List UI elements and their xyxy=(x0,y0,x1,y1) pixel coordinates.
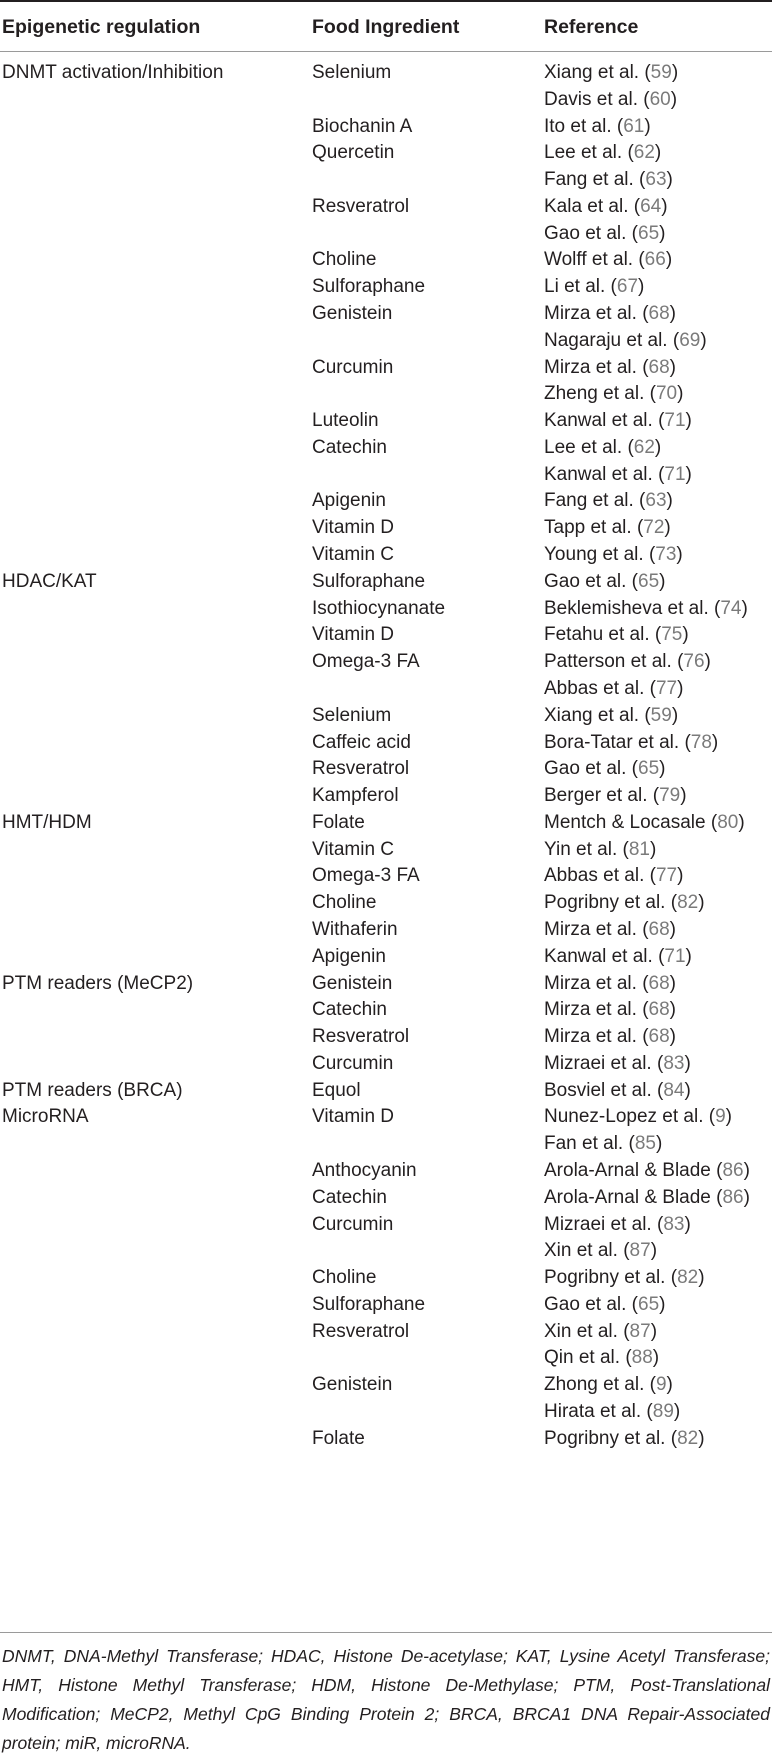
reference-author: Xiang et al. ( xyxy=(544,704,651,726)
table-cell-ingredient: Catechin xyxy=(312,436,387,458)
reference-author: Gao et al. ( xyxy=(544,222,638,244)
table-cell-reference xyxy=(544,781,687,811)
table-cell-reference xyxy=(544,58,678,88)
reference-author: Pogribny et al. ( xyxy=(544,892,678,914)
header-rule xyxy=(0,51,772,52)
reference-author: Mirza et al. ( xyxy=(544,918,649,940)
reference-close-paren: ) xyxy=(725,1106,732,1128)
table-cell-ingredient: Resveratrol xyxy=(312,195,410,217)
reference-author: Gao et al. ( xyxy=(544,1293,638,1315)
reference-author: Nunez-Lopez et al. ( xyxy=(544,1106,716,1128)
table-cell-ingredient: Omega-3 FA xyxy=(312,651,420,673)
reference-author: Xiang et al. ( xyxy=(544,62,651,83)
reference-number: 87 xyxy=(629,1240,651,1262)
reference-number: 73 xyxy=(655,544,677,566)
table-cell-reference xyxy=(544,1183,750,1213)
reference-author: Bosviel et al. ( xyxy=(544,1079,664,1101)
reference-number: 89 xyxy=(652,1401,674,1422)
table-cell-category: HDAC/KAT xyxy=(2,570,97,592)
table-cell-ingredient: Apigenin xyxy=(312,945,386,967)
reference-author: Kanwal et al. ( xyxy=(544,463,665,485)
table-cell-category: PTM readers (BRCA) xyxy=(2,1079,183,1101)
table-cell-ingredient: Vitamin D xyxy=(312,517,395,539)
table-cell-ingredient: Catechin xyxy=(312,999,387,1021)
table-cell-reference xyxy=(544,326,707,356)
table-cell-ingredient: Omega-3 FA xyxy=(312,865,420,887)
table-cell-reference xyxy=(544,1263,705,1293)
reference-author: Pogribny et al. ( xyxy=(544,1427,678,1449)
reference-close-paren: ) xyxy=(655,1133,663,1155)
table-cell-category: PTM readers (MeCP2) xyxy=(2,972,194,994)
table-cell-ingredient: Resveratrol xyxy=(312,758,410,780)
table-cell-reference xyxy=(544,1290,665,1320)
reference-close-paren: ) xyxy=(669,356,676,378)
reference-number: 88 xyxy=(631,1347,653,1369)
table-cell-reference xyxy=(544,85,677,115)
reference-number: 87 xyxy=(629,1320,651,1342)
table-cell-reference xyxy=(544,513,671,543)
reference-number: 69 xyxy=(679,329,701,351)
reference-close-paren: ) xyxy=(650,1320,658,1342)
table-cell-reference xyxy=(544,219,665,249)
reference-author: Mirza et al. ( xyxy=(544,999,649,1021)
table-cell-reference xyxy=(544,486,673,516)
table-cell-ingredient: Choline xyxy=(312,1267,377,1289)
reference-author: Kanwal et al. ( xyxy=(544,410,665,432)
reference-close-paren: ) xyxy=(654,436,662,458)
table-cell-reference xyxy=(544,1210,691,1240)
reference-number: 71 xyxy=(664,945,686,967)
table-cell-ingredient: Isothiocynanate xyxy=(312,597,446,619)
reference-close-paren: ) xyxy=(650,1240,658,1262)
table-footnote: DNMT, DNA-Methyl Transferase; HDAC, Histone De-acetylase; KAT, Lysine Acetyl Transferase; HMT, Histone Methyl Transferase; HDM, Histone De-Methylase; PTM, Post-Translational Modification; MeCP2, Methyl CpG Binding Protein 2; BRCA, BRCA1 DNA Repair-Associated protein; miR, microRNA. xyxy=(2,1646,770,1753)
reference-close-paren: ) xyxy=(685,945,692,967)
reference-close-paren: ) xyxy=(661,195,668,217)
reference-close-paren: ) xyxy=(743,1159,750,1181)
reference-author: Fetahu et al. ( xyxy=(544,624,662,646)
reference-number: 64 xyxy=(640,195,662,217)
reference-author: Zheng et al. ( xyxy=(544,383,656,405)
reference-close-paren: ) xyxy=(680,785,687,807)
reference-number: 67 xyxy=(616,276,639,298)
reference-close-paren: ) xyxy=(743,1186,750,1208)
reference-number: 81 xyxy=(628,838,650,860)
reference-number: 68 xyxy=(648,918,670,940)
reference-author: Hirata et al. ( xyxy=(544,1401,653,1422)
table-cell-reference xyxy=(544,861,683,891)
table-cell-reference xyxy=(544,808,745,838)
reference-author: Kala et al. ( xyxy=(544,195,641,217)
reference-author: Pogribny et al. ( xyxy=(544,1267,678,1289)
table-cell-reference xyxy=(544,995,676,1025)
table-cell-reference xyxy=(544,915,676,945)
reference-author: Fang et al. ( xyxy=(544,169,646,191)
reference-number: 65 xyxy=(638,570,660,592)
table-cell-reference xyxy=(544,245,672,275)
reference-author: Fang et al. ( xyxy=(544,490,646,512)
reference-author: Lee et al. ( xyxy=(544,142,634,164)
reference-number: 71 xyxy=(664,463,686,485)
table-cell-ingredient: Genistein xyxy=(312,972,393,994)
table-cell-reference xyxy=(544,1102,732,1132)
reference-number: 76 xyxy=(683,651,705,673)
reference-number: 61 xyxy=(623,115,645,137)
table-cell-reference xyxy=(544,1076,691,1106)
table-cell-reference xyxy=(544,1022,676,1052)
table-cell-ingredient: Anthocyanin xyxy=(312,1159,417,1181)
reference-number: 65 xyxy=(638,758,660,780)
table-cell-ingredient: Apigenin xyxy=(312,490,386,512)
reference-number: 65 xyxy=(638,1293,660,1315)
table-cell-reference xyxy=(544,701,678,731)
table-cell-reference xyxy=(544,406,692,436)
reference-close-paren: ) xyxy=(698,892,705,914)
table-cell-category: MicroRNA xyxy=(2,1106,89,1128)
reference-close-paren: ) xyxy=(659,570,666,592)
reference-number: 68 xyxy=(648,1026,670,1048)
table-cell-reference xyxy=(544,1049,691,1079)
table-cell-ingredient: Selenium xyxy=(312,704,392,726)
table-cell-ingredient: Resveratrol xyxy=(312,1026,410,1048)
reference-number: 80 xyxy=(717,811,739,833)
table-cell-reference xyxy=(544,1129,662,1159)
reference-close-paren: ) xyxy=(659,1293,666,1315)
reference-author: Young et al. ( xyxy=(544,544,656,566)
table-cell-ingredient: Curcumin xyxy=(312,1052,394,1074)
table-cell-ingredient: Sulforaphane xyxy=(312,570,426,592)
table-cell-reference xyxy=(544,567,665,597)
table-cell-reference xyxy=(544,594,748,624)
table-cell-reference xyxy=(544,754,665,784)
reference-author: Lee et al. ( xyxy=(544,436,634,458)
reference-author: Arola-Arnal & Blade ( xyxy=(544,1159,723,1181)
reference-author: Yin et al. ( xyxy=(544,838,629,860)
table-cell-reference xyxy=(544,299,676,329)
table-cell-reference xyxy=(544,1370,673,1400)
reference-author: Fan et al. ( xyxy=(544,1133,635,1155)
reference-close-paren: ) xyxy=(685,410,692,432)
reference-close-paren: ) xyxy=(669,303,676,325)
table-cell-ingredient: Equol xyxy=(312,1079,361,1101)
reference-close-paren: ) xyxy=(654,142,662,164)
table-cell-reference xyxy=(544,138,661,168)
table-cell-reference xyxy=(544,1424,705,1454)
reference-number: 82 xyxy=(677,892,699,914)
reference-number: 9 xyxy=(655,1374,667,1396)
reference-number: 68 xyxy=(648,303,670,325)
table-cell-ingredient: Resveratrol xyxy=(312,1320,410,1342)
reference-number: 9 xyxy=(715,1106,726,1128)
table-cell-reference xyxy=(544,379,683,409)
header-reference: Reference xyxy=(544,16,639,38)
table-top-rule xyxy=(0,0,772,2)
reference-author: Beklemisheva et al. ( xyxy=(544,597,721,619)
reference-close-paren: ) xyxy=(677,677,684,699)
table-cell-ingredient: Biochanin A xyxy=(312,115,413,137)
table-cell-ingredient: Genistein xyxy=(312,303,393,325)
table-cell-reference xyxy=(544,647,711,677)
table-cell-ingredient: Caffeic acid xyxy=(312,731,411,753)
table-cell-ingredient: Vitamin D xyxy=(312,624,395,646)
reference-close-paren: ) xyxy=(649,838,657,860)
reference-close-paren: ) xyxy=(664,517,671,539)
reference-close-paren: ) xyxy=(652,1347,660,1369)
header-food-ingredient: Food Ingredient xyxy=(312,16,460,38)
table-cell-reference xyxy=(544,1156,750,1186)
table-cell-category: DNMT activation/Inhibition xyxy=(2,62,224,83)
table-cell-ingredient: Quercetin xyxy=(312,142,395,164)
table-cell-ingredient: Genistein xyxy=(312,1374,393,1396)
reference-close-paren: ) xyxy=(670,88,678,110)
reference-close-paren: ) xyxy=(685,463,692,485)
table-cell-ingredient: Selenium xyxy=(312,62,392,83)
table-cell-ingredient: Curcumin xyxy=(312,1213,394,1235)
reference-close-paren: ) xyxy=(666,490,673,512)
table-cell-reference xyxy=(544,674,683,704)
table-cell-ingredient: Vitamin C xyxy=(312,544,395,566)
reference-number: 68 xyxy=(648,999,670,1021)
reference-number: 83 xyxy=(663,1213,685,1235)
reference-close-paren: ) xyxy=(638,276,645,298)
reference-close-paren: ) xyxy=(711,731,719,753)
table-cell-reference xyxy=(544,969,676,999)
reference-number: 82 xyxy=(677,1427,699,1449)
table-cell-ingredient: Folate xyxy=(312,1427,365,1449)
reference-number: 77 xyxy=(655,677,678,699)
table-cell-reference xyxy=(544,112,651,142)
reference-author: Qin et al. ( xyxy=(544,1347,632,1369)
reference-close-paren: ) xyxy=(684,1052,691,1074)
reference-author: Mirza et al. ( xyxy=(544,303,649,325)
table-cell-reference xyxy=(544,942,692,972)
reference-number: 85 xyxy=(634,1133,656,1155)
reference-number: 68 xyxy=(648,356,670,378)
table-cell-reference xyxy=(544,1397,680,1427)
reference-number: 63 xyxy=(645,490,667,512)
reference-number: 78 xyxy=(690,731,712,753)
table-cell-reference xyxy=(544,888,705,918)
reference-author: Li et al. ( xyxy=(544,276,617,298)
table-cell-reference xyxy=(544,620,689,650)
reference-close-paren: ) xyxy=(676,544,683,566)
reference-number: 60 xyxy=(649,88,671,110)
reference-close-paren: ) xyxy=(700,329,707,351)
reference-close-paren: ) xyxy=(677,383,684,405)
table-cell-reference xyxy=(544,728,718,758)
reference-author: Abbas et al. ( xyxy=(544,677,656,699)
reference-author: Xin et al. ( xyxy=(544,1320,630,1342)
table-cell-ingredient: Catechin xyxy=(312,1186,387,1208)
reference-close-paren: ) xyxy=(698,1427,705,1449)
header-epigenetic-regulation: Epigenetic regulation xyxy=(2,16,201,38)
reference-author: Mirza et al. ( xyxy=(544,1026,649,1048)
table-cell-reference xyxy=(544,1317,657,1347)
reference-close-paren: ) xyxy=(669,999,676,1021)
table-cell-ingredient: Vitamin C xyxy=(312,838,395,860)
reference-number: 77 xyxy=(655,865,678,887)
table-cell-ingredient: Choline xyxy=(312,892,377,914)
reference-number: 62 xyxy=(633,142,655,164)
table-cell-ingredient: Folate xyxy=(312,811,365,833)
reference-close-paren: ) xyxy=(659,222,666,244)
reference-number: 59 xyxy=(650,62,672,83)
reference-number: 62 xyxy=(633,436,655,458)
table-cell-ingredient: Sulforaphane xyxy=(312,276,426,298)
reference-number: 86 xyxy=(722,1159,744,1181)
table-cell-reference xyxy=(544,460,692,490)
reference-author: Berger et al. ( xyxy=(544,785,660,807)
reference-author: Xin et al. ( xyxy=(544,1240,630,1262)
reference-number: 79 xyxy=(659,785,681,807)
reference-number: 70 xyxy=(655,383,678,405)
reference-close-paren: ) xyxy=(644,115,651,137)
reference-close-paren: ) xyxy=(684,1213,691,1235)
table-bottom-rule xyxy=(0,1632,772,1633)
reference-close-paren: ) xyxy=(698,1267,705,1289)
reference-author: Gao et al. ( xyxy=(544,758,638,780)
reference-close-paren: ) xyxy=(671,704,679,726)
table-cell-reference xyxy=(544,192,668,222)
reference-close-paren: ) xyxy=(741,597,748,619)
reference-number: 66 xyxy=(644,249,666,271)
table-cell-ingredient: Vitamin D xyxy=(312,1106,395,1128)
table-cell-ingredient: Sulforaphane xyxy=(312,1293,426,1315)
reference-author: Nagaraju et al. ( xyxy=(544,329,680,351)
reference-author: Davis et al. ( xyxy=(544,88,650,110)
reference-number: 68 xyxy=(648,972,670,994)
table-cell-reference xyxy=(544,835,656,865)
reference-close-paren: ) xyxy=(666,1374,673,1396)
reference-close-paren: ) xyxy=(665,249,673,271)
table-cell-ingredient: Curcumin xyxy=(312,356,394,378)
table-cell-category: HMT/HDM xyxy=(2,811,92,833)
table-cell-reference xyxy=(544,272,644,302)
table-cell-ingredient: Withaferin xyxy=(312,918,398,940)
reference-author: Bora-Tatar et al. ( xyxy=(544,731,691,753)
reference-number: 59 xyxy=(650,704,672,726)
reference-number: 75 xyxy=(661,624,683,646)
reference-author: Abbas et al. ( xyxy=(544,865,656,887)
reference-number: 63 xyxy=(645,169,667,191)
reference-author: Mentch & Locasale ( xyxy=(544,811,718,833)
reference-author: Mirza et al. ( xyxy=(544,356,649,378)
reference-author: Wolff et al. ( xyxy=(544,249,645,271)
table-cell-ingredient: Kampferol xyxy=(312,785,399,807)
reference-author: Kanwal et al. ( xyxy=(544,945,665,967)
reference-number: 72 xyxy=(643,517,665,539)
table-cell-reference xyxy=(544,1343,659,1373)
reference-number: 82 xyxy=(677,1267,699,1289)
reference-author: Zhong et al. ( xyxy=(544,1374,656,1396)
reference-number: 65 xyxy=(638,222,660,244)
reference-author: Mizraei et al. ( xyxy=(544,1213,664,1235)
reference-author: Mirza et al. ( xyxy=(544,972,649,994)
reference-author: Arola-Arnal & Blade ( xyxy=(544,1186,723,1208)
reference-number: 84 xyxy=(663,1079,685,1101)
reference-close-paren: ) xyxy=(677,865,684,887)
reference-close-paren: ) xyxy=(704,651,711,673)
reference-close-paren: ) xyxy=(669,1026,676,1048)
reference-close-paren: ) xyxy=(738,811,745,833)
reference-close-paren: ) xyxy=(659,758,666,780)
table-cell-reference xyxy=(544,353,676,383)
reference-author: Patterson et al. ( xyxy=(544,651,684,673)
reference-close-paren: ) xyxy=(673,1401,681,1422)
table-cell-reference xyxy=(544,433,661,463)
reference-number: 83 xyxy=(663,1052,685,1074)
reference-close-paren: ) xyxy=(682,624,689,646)
reference-close-paren: ) xyxy=(669,918,676,940)
table-cell-reference xyxy=(544,540,683,570)
table-cell-reference xyxy=(544,1236,657,1266)
reference-author: Ito et al. ( xyxy=(544,115,624,137)
reference-number: 74 xyxy=(720,597,742,619)
table-cell-reference xyxy=(544,165,673,195)
reference-close-paren: ) xyxy=(671,62,679,83)
reference-number: 71 xyxy=(664,410,686,432)
reference-author: Gao et al. ( xyxy=(544,570,638,592)
table-cell-ingredient: Luteolin xyxy=(312,410,379,432)
reference-close-paren: ) xyxy=(666,169,673,191)
reference-close-paren: ) xyxy=(669,972,676,994)
reference-number: 86 xyxy=(722,1186,744,1208)
table-cell-ingredient: Choline xyxy=(312,249,377,271)
reference-author: Tapp et al. ( xyxy=(544,517,644,539)
reference-author: Mizraei et al. ( xyxy=(544,1052,664,1074)
reference-close-paren: ) xyxy=(684,1079,691,1101)
